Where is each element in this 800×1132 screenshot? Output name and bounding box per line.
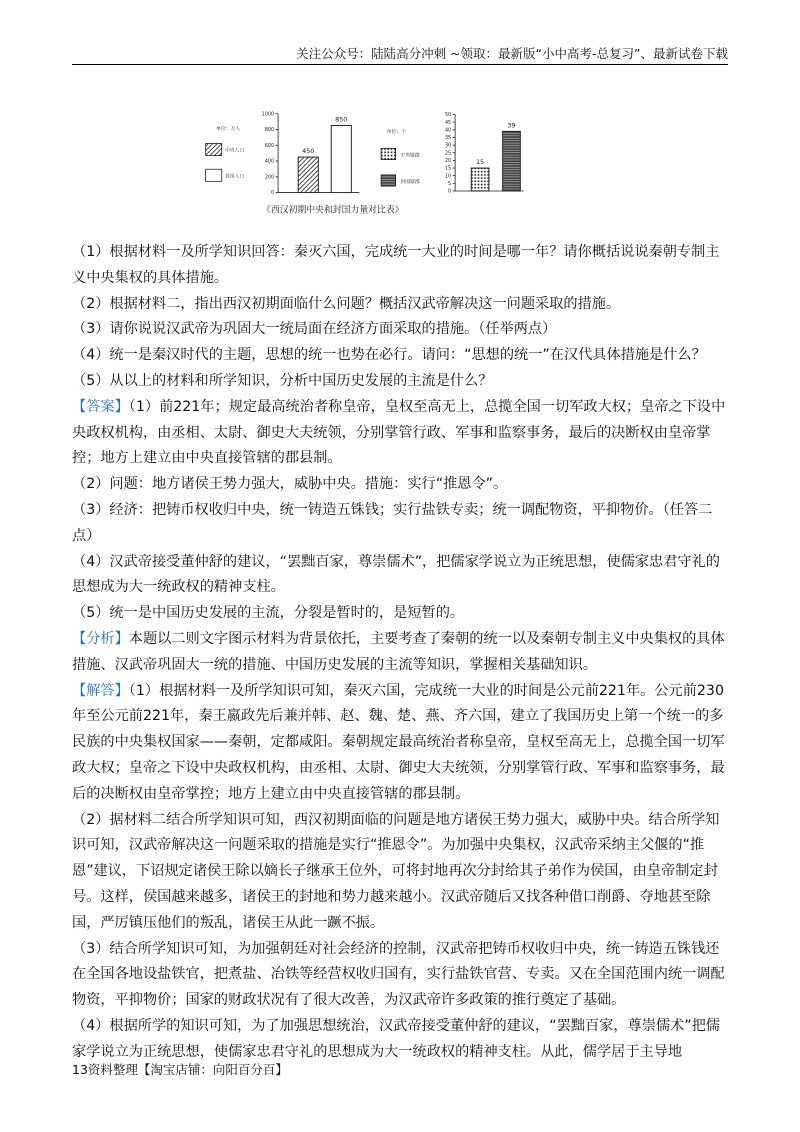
paragraph-text: （2）根据材料二，指出西汉初期面临什么问题？概括汉武帝解决这一问题采取的措施。 [72,295,621,312]
bar-value-label: 850 [335,115,348,124]
bar-value-label: 15 [476,158,485,167]
paragraph [72,550,728,602]
bar-0 [298,157,318,192]
y-tick-label: 20 [444,159,452,164]
comparison-figure [200,92,530,232]
chart1-unit: 单位：万人 [216,126,241,132]
page-header [72,44,728,65]
bar-1 [503,131,521,191]
paragraph [72,679,728,808]
header-text: 关注公众号：陆陆高分冲刺 ~领取：最新版“小中高考-总复习”、最新试卷下载 [296,46,728,61]
paragraph-text: （5）从以上的材料和所学知识，分析中国历史发展的主流是什么？ [72,372,493,389]
section-tag: 【答案】 [72,398,129,415]
y-tick-label: 1000 [261,112,275,118]
y-tick-label: 35 [444,136,452,142]
chart2-legend-swatch-fief [381,175,395,186]
paragraph [72,292,728,318]
paragraph [72,627,728,679]
chart2-unit: 单位：个 [386,130,406,136]
paragraph-text: （1）前221年；规定最高统治者称皇帝，皇权至高无上，总揽全国一切军政大权；皇帝之下设中央政权机构，由丞相、太尉、御史大夫统领，分别掌管行政、军事和监察事务，最后的决断权由皇帝掌控；地方上建立由中央直接管辖的郡县制。 [72,398,726,467]
figure-caption: 《西汉初期中央和封国力量对比表》 [262,205,404,216]
answer-content [72,240,728,1066]
paragraph-text: （3）经济：把铸币权收归中央，统一铸造五铢钱；实行盐铁专卖；统一调配物资，平抑物价。（任答二点） [72,501,713,544]
bar-0 [471,168,489,191]
y-tick-label: 600 [264,143,275,149]
y-tick-label: 800 [264,128,275,134]
paragraph-text: 本题以二则文字图示材料为背景依托，主要考查了秦朝的统一以及秦朝专制主义中央集权的具体措施、汉武帝巩固大一统的措施、中国历史发展的主流等知识，掌握相关基础知识。 [72,630,725,673]
paragraph [72,343,728,369]
paragraph-text: （4）根据所学的知识可知，为了加强思想统治，汉武帝接受董仲舒的建议，“罢黜百家，尊崇儒术”把儒家学说立为正统思想，使儒家忠君守礼的思想成为大一统政权的精神支柱。从此，儒学居于主导地 [72,1017,720,1060]
y-tick-label: 400 [264,159,275,165]
bar-value-label: 450 [302,147,315,156]
y-tick-label: 0 [270,191,275,197]
y-tick-label: 40 [444,128,452,134]
bar-charts-svg [200,92,530,232]
chart1-legend-fief: 封国人口 [224,174,245,180]
y-tick-label: 25 [444,151,452,157]
paragraph-text: （4）统一是秦汉时代的主题，思想的统一也势在必行。请问：“思想的统一”在汉代具体措施是什么？ [72,347,706,364]
footer-text: 资料整理【淘宝店铺：向阳百分百】 [87,1062,288,1077]
paragraph-text: （1）根据材料一及所学知识可知，秦灭六国，完成统一大业的时间是公元前221年。公元前230年至公元前221年，秦王嬴政先后兼并韩、赵、魏、楚、燕、齐六国，建立了我国历史上第一个统一的多民族的中央集权国家——秦朝，定都咸阳。秦朝规定最高统治者称皇帝，皇权至高无上，总揽全国一切军政大权；皇帝之下设中央政权机构，由丞相、太尉、御史大夫统领，分别掌管行政、军事和监察事务，最后的决断权由皇帝掌控；地方上建立由中央直接管辖的郡县制。 [72,682,725,802]
paragraph-text: （4）汉武帝接受董仲舒的建议，“罢黜百家，尊崇儒术”，把儒家学说立为正统思想，使儒家忠君守礼的思想成为大一统政权的精神支柱。 [72,553,720,596]
section-tag: 【分析】 [72,630,129,647]
paragraph [72,498,728,550]
page-footer [72,1060,288,1078]
paragraph-text: （2）据材料二结合所学知识可知，西汉初期面临的问题是地方诸侯王势力强大，威胁中央。结合所学知识可知，汉武帝解决这一问题采取的措施是实行“推恩令”。为加强中央集权，汉武帝采纳主父偃的“推恩”建议，下诏规定诸侯王除以嫡长子继承王位外，可将封地再次分封给其子弟作为侯国，由皇帝制定封号。这样，侯国越来越多，诸侯王的封地和势力越来越小。汉武帝随后又找各种借口削爵、夺地甚至除国，严厉镇压他们的叛乱，诸侯王从此一蹶不振。 [72,811,720,931]
paragraph [72,240,728,292]
y-tick-label: 0 [448,189,452,195]
paragraph [72,601,728,627]
y-tick-label: 200 [264,175,275,181]
paragraph [72,369,728,395]
section-tag: 【解答】 [72,682,129,699]
paragraph-text: （2）问题：地方诸侯王势力强大，威胁中央。措施：实行“推恩令”。 [72,476,508,493]
paragraph-text: （1）根据材料一及所学知识回答：秦灭六国，完成统一大业的时间是哪一年？请你概括说说秦朝专制主义中央集权的具体措施。 [72,244,720,286]
chart1-legend-central: 中央人口 [224,148,245,154]
paragraph [72,1014,728,1066]
paragraph [72,317,728,343]
chart1-legend-swatch-fief [206,169,222,181]
y-tick-label: 5 [448,181,452,187]
paragraph-text: （3）请你说说汉武帝为巩固大一统局面在经济方面采取的措施。（任举两点） [72,321,557,338]
paragraph-text: （5）统一是中国历史发展的主流，分裂是暂时的，是短暂的。 [72,605,465,622]
chart1-legend-swatch-central [206,143,222,155]
paragraph [72,395,728,472]
page-number: 13 [72,1062,88,1077]
bar-value-label: 39 [507,121,516,130]
y-tick-label: 15 [444,166,452,172]
paragraph-text: （3）结合所学知识可知，为加强朝廷对社会经济的控制，汉武帝把铸币权收归中央，统一铸造五铢钱还在全国各地设盐铁官，把煮盐、冶铁等经营权收归国有，实行盐铁官营、专卖。又在全国范围内统一调配物资，平抑物价；国家的财政状况有了很大改善，为汉武帝许多政策的推行奠定了基础。 [72,940,725,1009]
chart2-legend-swatch-central [381,148,395,159]
paragraph [72,937,728,1014]
y-tick-label: 45 [444,120,452,126]
chart2-legend-fief: 封国辖郡 [400,179,420,185]
paragraph [72,808,728,937]
paragraph [72,472,728,498]
y-tick-label: 50 [444,113,452,119]
y-tick-label: 30 [444,143,452,149]
bar-1 [331,126,351,193]
chart2-legend-central: 中央辖郡 [400,153,420,159]
y-tick-label: 10 [444,174,452,180]
